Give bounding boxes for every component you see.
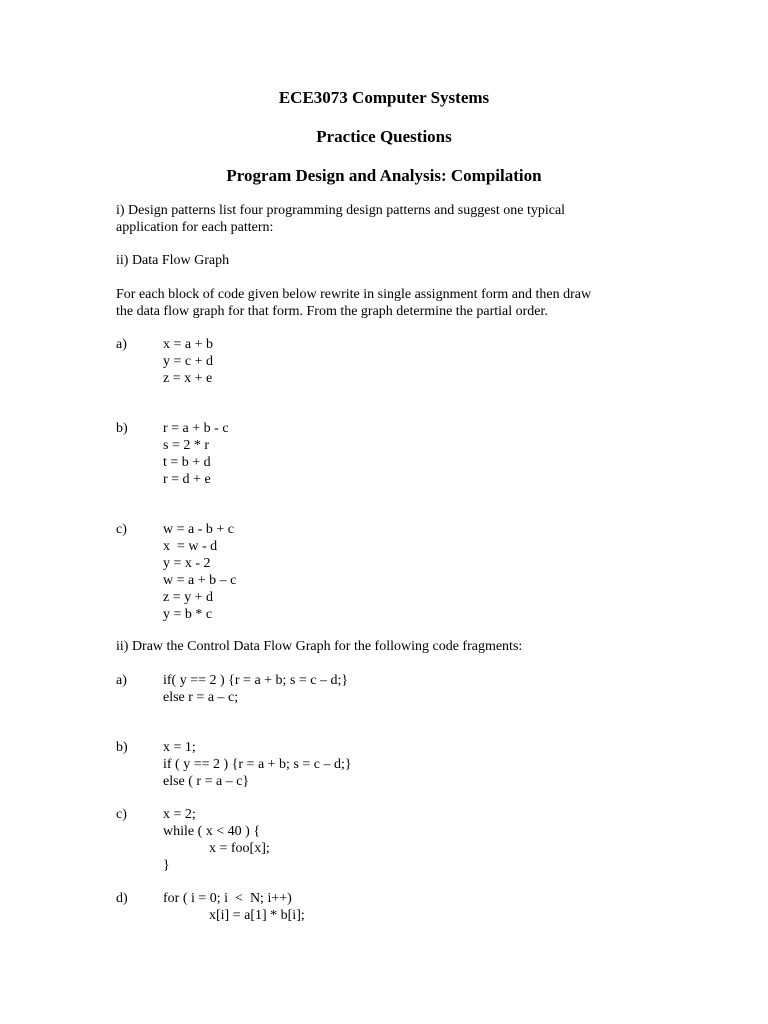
code-line: w = a + b – c [163,573,237,588]
code-line: if ( y == 2 ) {r = a + b; s = c – d;} [163,757,352,772]
code-line: y = b * c [163,607,213,622]
code-block [163,739,352,790]
code-line: s = 2 * r [163,438,210,453]
code-block [163,521,236,623]
item-label: a) [116,673,127,688]
code-line: r = d + e [163,472,211,487]
q3-title: ii) Draw the Control Data Flow Graph for the following code fragments: [116,639,523,654]
item-label: d) [116,891,128,906]
page-subtitle: Practice Questions [316,127,452,146]
topic-title: Program Design and Analysis: Compilation [226,166,542,185]
code-line: r = a + b - c [163,421,229,436]
code-line: if( y == 2 ) {r = a + b; s = c – d;} [163,673,349,688]
code-line: else ( r = a – c} [163,774,250,789]
q1-line-2: application for each pattern: [116,220,274,235]
item-label: b) [116,421,128,436]
code-line: z = x + e [163,371,213,386]
code-line: w = a - b + c [163,522,234,537]
code-block [163,420,229,488]
code-line: else r = a – c; [163,690,239,705]
code-line: x = foo[x]; [209,841,270,856]
code-block [163,336,213,387]
code-line: y = x - 2 [163,556,211,571]
code-line: t = b + d [163,455,211,470]
code-line: for ( i = 0; i < N; i++) [163,891,292,906]
code-line: y = c + d [163,354,214,369]
code-line: x[i] = a[1] * b[i]; [209,908,305,923]
code-line: x = a + b [163,337,214,352]
code-block [163,806,270,874]
item-label: b) [116,740,128,755]
course-title: ECE3073 Computer Systems [278,88,490,107]
item-label: c) [116,807,127,822]
code-line: } [163,858,170,873]
code-line: x = 2; [163,807,196,822]
code-line: x = 1; [163,740,196,755]
code-line: x = w - d [163,539,218,554]
code-block [163,672,348,706]
code-line: z = y + d [163,590,214,605]
q2-intro-line-1: For each block of code given below rewrite in single assignment form and then draw [116,287,592,302]
q2-intro-line-2: the data flow graph for that form. From the graph determine the partial order. [116,304,548,319]
code-line: while ( x < 40 ) { [163,824,261,839]
item-label: a) [116,337,127,352]
item-label: c) [116,522,127,537]
q1-line-1: i) Design patterns list four programming design patterns and suggest one typical [116,203,566,218]
code-block [163,890,305,924]
q2-title: ii) Data Flow Graph [116,253,230,268]
